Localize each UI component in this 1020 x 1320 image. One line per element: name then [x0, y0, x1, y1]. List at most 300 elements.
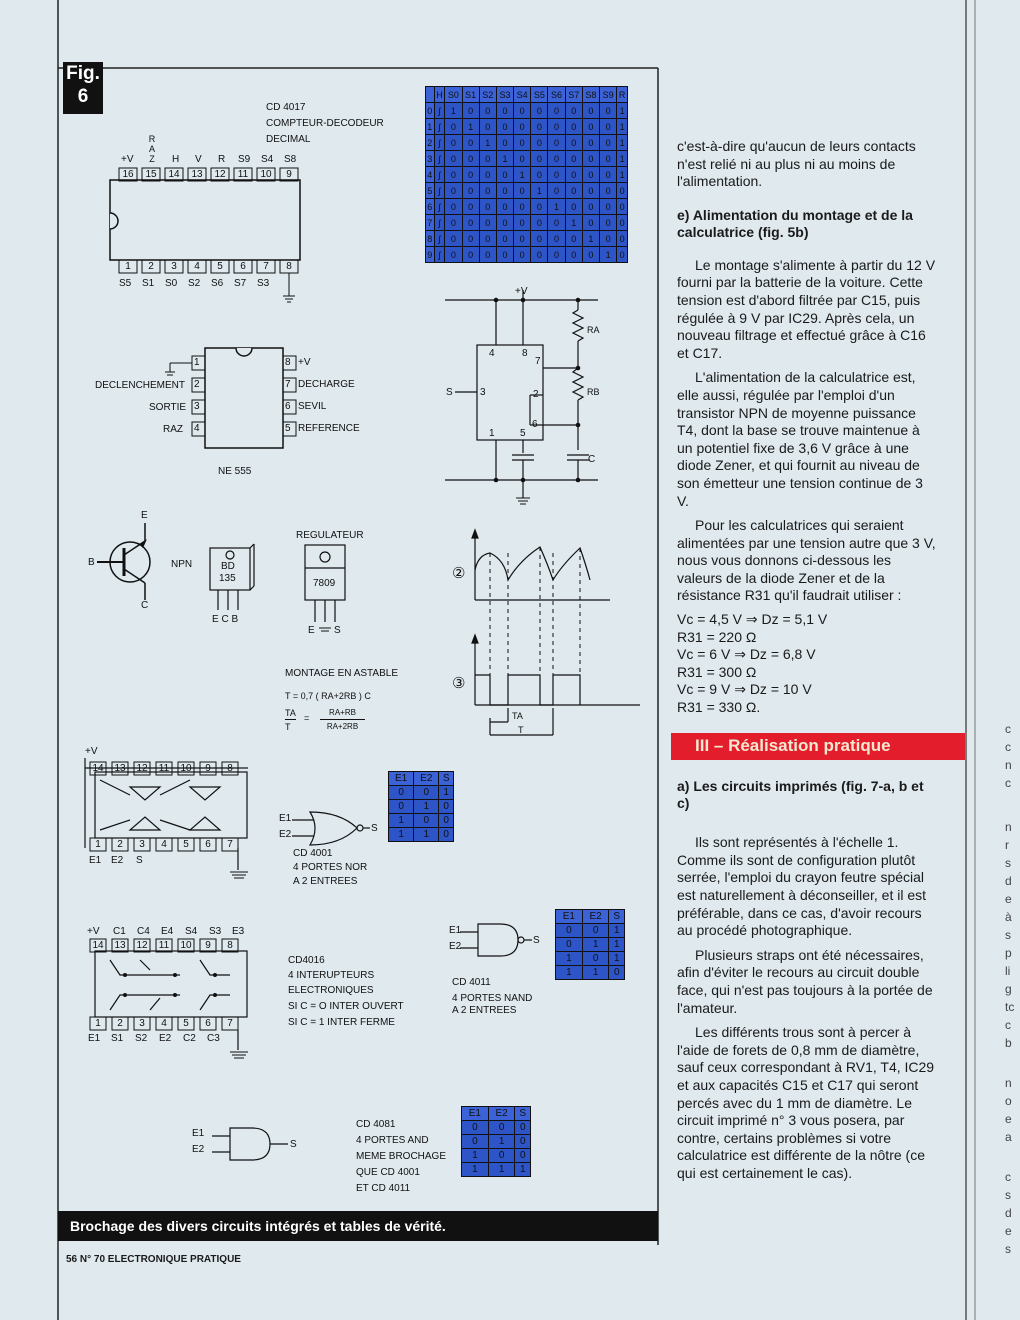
pin-number: 3	[194, 401, 200, 412]
table-cell: 0	[462, 135, 479, 151]
regulator-title: REGULATEUR	[296, 530, 364, 541]
table-cell: 0	[515, 1135, 531, 1149]
table-cell: ʃ	[434, 151, 445, 167]
table-cell: 0	[600, 119, 617, 135]
table-cell: 0	[531, 215, 548, 231]
table-header-row	[556, 910, 625, 924]
ne555-label-reference: REFERENCE	[298, 423, 360, 434]
pin-number: 6	[240, 261, 246, 272]
edge-fragment: o	[1005, 1094, 1012, 1108]
table-cell: 0	[462, 247, 479, 263]
nand-s: S	[533, 935, 540, 946]
table-cell: 0	[531, 199, 548, 215]
table-cell: 0	[565, 151, 582, 167]
pin-number: 6	[285, 401, 291, 412]
cd4017-title-1: CD 4017	[266, 102, 306, 113]
table-cell: ʃ	[434, 103, 445, 119]
formula-line: Vc = 4,5 V ⇒ Dz = 5,1 V	[677, 611, 828, 628]
and-gate-symbol	[0, 0, 400, 1180]
table-cell: 0	[496, 135, 513, 151]
table-cell: 1	[617, 103, 628, 119]
table-row	[462, 1135, 531, 1149]
pin-number: 12	[136, 763, 148, 774]
pin-number: 3	[171, 261, 177, 272]
table-cell: 1	[609, 924, 625, 938]
section-heading-realisation: III – Réalisation pratique	[671, 733, 965, 761]
cd4016-desc-3: ELECTRONIQUES	[288, 985, 374, 996]
paragraph: L'alimentation de la calculatrice est, elle aussi, régulée par l'emploi d'un transistor NPN de moyenne puissance T4, dont la base se trouve maintenue à un potentiel fixe de 3,6 V grâce à une diode Zener, et qui fournit au niveau de son émetteur une tension continue de 3 V.	[677, 369, 923, 509]
cd4001-label-e1: E1	[89, 855, 102, 866]
table-cell: 0	[548, 119, 565, 135]
table-cell: 0	[548, 247, 565, 263]
cd4011-desc-1: CD 4011	[452, 977, 491, 988]
table-cell: 0	[609, 966, 625, 980]
bd135-pins: E C B	[212, 614, 239, 625]
table-cell: 0	[582, 103, 599, 119]
table-cell: 0	[514, 119, 531, 135]
table-cell: 0	[582, 215, 599, 231]
pin-number: 10	[180, 940, 192, 951]
table-cell: 0	[531, 151, 548, 167]
formula-line: R31 = 300 Ω	[677, 663, 757, 680]
pin-number: 1	[95, 839, 101, 850]
article-column	[677, 138, 937, 1183]
cd4016-label: S2	[135, 1033, 148, 1044]
pin-number: 14	[92, 940, 104, 951]
astable-formula-ta: TA	[285, 708, 296, 718]
pin-number: 10	[260, 169, 272, 180]
figure-badge-number: 6	[77, 86, 89, 107]
table-cell: 0	[445, 119, 462, 135]
table-cell: 0	[548, 231, 565, 247]
table-cell: 0	[479, 231, 496, 247]
ne555-label-raz: RAZ	[163, 424, 183, 435]
cd4001-vplus: +V	[85, 746, 98, 757]
cd4011-desc-3: A 2 ENTREES	[452, 1005, 517, 1016]
table-cell: 0	[514, 183, 531, 199]
table-cell: 0	[617, 231, 628, 247]
cd4016-desc-2: 4 INTERUPTEURS	[288, 970, 375, 981]
pin-number: 4	[489, 348, 495, 359]
table-cell: 0	[462, 1121, 489, 1135]
table-cell: ʃ	[434, 199, 445, 215]
table-cell: 6	[426, 199, 435, 215]
table-cell: 0	[531, 247, 548, 263]
table-cell: 0	[548, 215, 565, 231]
table-row	[462, 1121, 531, 1135]
pin-number: 2	[194, 379, 200, 390]
cd4016-label: +V	[87, 926, 100, 937]
table-cell: 1	[488, 1163, 515, 1177]
cd4081-desc-3: MEME BROCHAGE	[356, 1151, 447, 1162]
table-cell: 0	[565, 167, 582, 183]
table-cell: 1	[609, 938, 625, 952]
cd4017-label-s4: S4	[261, 154, 274, 165]
cd4001-label-e2: E2	[111, 855, 124, 866]
table-cell: 1	[556, 966, 583, 980]
table-cell: 0	[531, 167, 548, 183]
table-cell: 0	[462, 103, 479, 119]
pin-number: 9	[286, 169, 292, 180]
table-cell: 1	[582, 231, 599, 247]
edge-fragment: e	[1005, 1224, 1012, 1238]
pin-number: 8	[285, 357, 291, 368]
table-cell: 0	[582, 952, 609, 966]
table-cell: 0	[531, 231, 548, 247]
table-cell: 0	[582, 199, 599, 215]
table-header-cell: S	[515, 1107, 531, 1121]
cd4017-label-s7: S7	[234, 278, 247, 289]
table-header-cell: S1	[462, 87, 479, 103]
table-cell: ʃ	[434, 135, 445, 151]
astable-formula-num: RA+RB	[320, 707, 365, 720]
table-cell: 4	[426, 167, 435, 183]
pin-number: 12	[136, 940, 148, 951]
ne555-label-vplus: +V	[298, 357, 311, 368]
heading-alimentation: e) Alimentation du montage et de la calculatrice (fig. 5b)	[677, 206, 913, 240]
nand-e2: E2	[449, 941, 462, 952]
astable-formula-t: T	[285, 722, 291, 732]
table-cell: 0	[514, 199, 531, 215]
table-header-cell: S7	[565, 87, 582, 103]
table-cell: 1	[600, 247, 617, 263]
edge-fragment: g	[1005, 982, 1012, 996]
table-cell: 0	[548, 183, 565, 199]
npn-label: NPN	[171, 559, 193, 570]
table-cell: 0	[548, 103, 565, 119]
edge-fragment: tc	[1005, 1000, 1015, 1014]
pin-number: 7	[227, 839, 233, 850]
table-cell: 0	[496, 247, 513, 263]
figure-badge-label: Fig.	[66, 63, 100, 84]
table-cell: 0	[531, 119, 548, 135]
table-cell: 0	[462, 151, 479, 167]
table-cell: 0	[582, 151, 599, 167]
pin-number: 1	[194, 357, 200, 368]
table-cell: 0	[445, 215, 462, 231]
table-cell: 0	[514, 231, 531, 247]
table-cell: 0	[462, 183, 479, 199]
table-cell: 0	[548, 151, 565, 167]
table-cell: 1	[488, 1135, 515, 1149]
nor-s: S	[371, 823, 378, 834]
edge-fragment: c	[1005, 1170, 1011, 1184]
table-cell: 1	[445, 103, 462, 119]
cd4017-label-s8: S8	[284, 154, 297, 165]
table-cell: 7	[426, 215, 435, 231]
table-row	[462, 1149, 531, 1163]
table-cell: 0	[462, 215, 479, 231]
table-cell: 0	[462, 199, 479, 215]
table-header-cell: S2	[479, 87, 496, 103]
table-cell: ʃ	[434, 215, 445, 231]
pin-number: 4	[161, 839, 167, 850]
table-cell: 1	[389, 828, 414, 842]
table-cell: 1	[462, 119, 479, 135]
table-cell: 0	[445, 199, 462, 215]
cd4081-desc-1: CD 4081	[356, 1119, 396, 1130]
table-cell: 0	[479, 151, 496, 167]
table-cell: 0	[600, 135, 617, 151]
table-cell: ʃ	[434, 247, 445, 263]
table-cell: 0	[479, 167, 496, 183]
heading-circuits-imprimes: a) Les circuits imprimés (fig. 7-a, b et c)	[677, 778, 924, 812]
table-header-cell: S9	[600, 87, 617, 103]
edge-fragment: n	[1005, 820, 1012, 834]
table-header-cell: S	[439, 772, 454, 786]
cd4016-label: C1	[113, 926, 126, 937]
table-cell: 0	[600, 167, 617, 183]
pin-number: 15	[145, 169, 157, 180]
pin-number: 14	[168, 169, 180, 180]
table-cell: 0	[496, 215, 513, 231]
table-cell: ʃ	[434, 119, 445, 135]
edge-fragment: s	[1005, 1188, 1011, 1202]
table-cell: 0	[565, 199, 582, 215]
edge-fragment: s	[1005, 856, 1011, 870]
table-cell: 0	[582, 135, 599, 151]
cd4017-label-r: R	[218, 154, 226, 165]
figure-caption: Brochage des divers circuits intégrés et tables de vérité.	[58, 1211, 658, 1241]
pin-number: 11	[237, 169, 249, 180]
npn-e: E	[141, 510, 148, 521]
table-cell: 0	[515, 1121, 531, 1135]
table-cell: 0	[565, 119, 582, 135]
table-cell: 0	[496, 119, 513, 135]
table-cell: 0	[496, 231, 513, 247]
pin-number: 14	[92, 763, 104, 774]
table-cell: 0	[445, 231, 462, 247]
wave-t: T	[518, 725, 524, 735]
table-cell: 1	[582, 938, 609, 952]
cd4016-label: C4	[137, 926, 150, 937]
cd4017-label-s6: S6	[211, 278, 224, 289]
pin-number: 8	[227, 940, 233, 951]
table-cell: 0	[496, 199, 513, 215]
pin-number: 7	[285, 379, 291, 390]
pin-number: 1	[125, 261, 131, 272]
edge-fragment: b	[1005, 1036, 1012, 1050]
pin-number: 6	[205, 839, 211, 850]
table-cell: 0	[548, 135, 565, 151]
cd4017-label-v: V	[195, 154, 202, 165]
formula-line: R31 = 220 Ω	[677, 628, 757, 645]
table-cell: 0	[600, 151, 617, 167]
table-cell: 0	[556, 938, 583, 952]
table-cell: 0	[565, 247, 582, 263]
astable-vplus: +V	[515, 286, 528, 297]
table-cell: 0	[515, 1149, 531, 1163]
paragraph: Le montage s'alimente à partir du 12 V fourni par la batterie de la voiture. Cette tension est d'abord filtrée par C15, puis régulée à 9 V par IC29. Après cela, un nouveau filtrage et effectué grâce à C16 et C17.	[677, 256, 936, 361]
cd4017-label-s2: S2	[188, 278, 201, 289]
table-cell: 1	[514, 167, 531, 183]
npn-b: B	[88, 557, 95, 568]
table-cell: 1	[617, 151, 628, 167]
table-cell: ʃ	[434, 167, 445, 183]
table-cell: 0	[389, 800, 414, 814]
table-cell: 0	[600, 231, 617, 247]
pin-number: 3	[480, 387, 486, 398]
wave-label-3: ③	[452, 675, 466, 692]
table-cell: 0	[439, 814, 454, 828]
table-cell: 0	[496, 167, 513, 183]
and-e2: E2	[192, 1144, 205, 1155]
table-cell: 8	[426, 231, 435, 247]
table-cell: 0	[600, 215, 617, 231]
table-cell: ʃ	[434, 231, 445, 247]
table-cell: 0	[531, 103, 548, 119]
pin-number: 4	[161, 1018, 167, 1029]
table-header-cell: S5	[531, 87, 548, 103]
pin-number: 2	[533, 389, 539, 400]
edge-fragment: c	[1005, 722, 1011, 736]
pin-number: 2	[148, 261, 154, 272]
edge-fragment: n	[1005, 758, 1012, 772]
pin-number: 4	[194, 423, 200, 434]
pin-number: 13	[114, 940, 126, 951]
pin-number: 1	[489, 428, 495, 439]
table-cell: 1	[515, 1163, 531, 1177]
bd135-label-1: BD	[221, 561, 235, 572]
pin-number: 5	[183, 1018, 189, 1029]
cd4016-desc-4: SI C = O INTER OUVERT	[288, 1001, 404, 1012]
cd4081-desc-2: 4 PORTES AND	[356, 1135, 429, 1146]
astable-formula-eq: =	[304, 713, 310, 723]
table-cell: 1	[426, 119, 435, 135]
ne555-label-declenchement: DECLENCHEMENT	[95, 380, 186, 391]
cd4001-desc-3: A 2 ENTREES	[293, 876, 358, 887]
regulator-part: 7809	[313, 578, 336, 589]
pin-number: 7	[263, 261, 269, 272]
regulator-e: E	[308, 625, 315, 636]
paragraph: c'est-à-dire qu'aucun de leurs contacts n'est relié ni au plus ni au moins de l'alimentation.	[677, 138, 916, 190]
edge-fragment: p	[1005, 946, 1012, 960]
cd4011-desc-2: 4 PORTES NAND	[452, 993, 533, 1004]
pin-number: 6	[532, 419, 538, 430]
cd4017-label-s9: S9	[238, 154, 251, 165]
table-cell: 0	[617, 199, 628, 215]
paragraph: Plusieurs straps ont été nécessaires, afin d'éviter le recours au circuit double face, qui n'est pas toujours à la portée de l'amateur.	[677, 946, 933, 1016]
cd4001-desc-2: 4 PORTES NOR	[293, 862, 368, 873]
table-cell: 1	[617, 135, 628, 151]
formula-line: R31 = 330 Ω.	[677, 699, 761, 716]
astable-rb: RB	[587, 387, 600, 397]
table-cell: 1	[609, 952, 625, 966]
table-cell: 0	[462, 1135, 489, 1149]
pin-number: 4	[194, 261, 200, 272]
cd4017-label-raz: R A Z	[148, 134, 156, 164]
table-cell: 1	[565, 215, 582, 231]
table-cell: 1	[617, 167, 628, 183]
table-header-cell: E1	[389, 772, 414, 786]
ne555-name: NE 555	[218, 466, 252, 477]
table-cell: 0	[445, 183, 462, 199]
table-cell: 0	[600, 103, 617, 119]
pin-number: 1	[95, 1018, 101, 1029]
pin-number: 7	[227, 1018, 233, 1029]
and-e1: E1	[192, 1128, 205, 1139]
pin-number: 5	[183, 839, 189, 850]
table-header-cell: S8	[582, 87, 599, 103]
cd4016-label: E4	[161, 926, 174, 937]
pin-number: 3	[139, 839, 145, 850]
ne555-label-decharge: DECHARGE	[298, 379, 355, 390]
edge-fragment: d	[1005, 1206, 1012, 1220]
table-header-cell: S4	[514, 87, 531, 103]
table-cell: 0	[414, 814, 439, 828]
cd4017-title-2: COMPTEUR-DECODEUR	[266, 118, 384, 129]
table-cell: 0	[582, 119, 599, 135]
edge-fragment: à	[1005, 910, 1012, 924]
table-cell: 0	[479, 119, 496, 135]
table-cell: 0	[426, 103, 435, 119]
zener-values	[677, 611, 937, 717]
formula-line: Vc = 6 V ⇒ Dz = 6,8 V	[677, 646, 816, 663]
pin-number: 13	[114, 763, 126, 774]
edge-fragment: li	[1005, 964, 1011, 978]
table-header-cell: E2	[488, 1107, 515, 1121]
table-cell: 0	[445, 135, 462, 151]
cd4001-desc-1: CD 4001	[293, 848, 333, 859]
table-header-row	[462, 1107, 531, 1121]
table-row	[556, 924, 625, 938]
table-header-cell: E2	[582, 910, 609, 924]
edge-fragment: e	[1005, 892, 1012, 906]
table-cell: 0	[565, 135, 582, 151]
pin-number: 2	[117, 1018, 123, 1029]
table-cell: 0	[582, 167, 599, 183]
edge-fragment: n	[1005, 1076, 1012, 1090]
cd4016-label: E3	[232, 926, 245, 937]
page-footer: 56 N° 70 ELECTRONIQUE PRATIQUE	[66, 1254, 241, 1265]
table-header-cell: S0	[445, 87, 462, 103]
cd4017-title-3: DECIMAL	[266, 134, 311, 145]
cd4081-desc-4: QUE CD 4001	[356, 1167, 420, 1178]
table-cell: 0	[565, 231, 582, 247]
pin-number: 16	[122, 169, 134, 180]
table-cell: 9	[426, 247, 435, 263]
table-cell: 0	[445, 247, 462, 263]
edge-fragment: c	[1005, 1018, 1011, 1032]
table-cell: 1	[617, 119, 628, 135]
edge-fragment: e	[1005, 1112, 1012, 1126]
bd135-label-2: 135	[219, 573, 236, 584]
npn-c: C	[141, 600, 149, 611]
table-cell: 0	[514, 135, 531, 151]
table-cell: 0	[479, 247, 496, 263]
table-cell: 0	[531, 135, 548, 151]
table-cell: 0	[496, 103, 513, 119]
and-s: S	[290, 1139, 297, 1150]
table-cell: 0	[439, 828, 454, 842]
nor-e1: E1	[279, 813, 292, 824]
edge-fragment: d	[1005, 874, 1012, 888]
table-cell: 0	[462, 231, 479, 247]
table-header-cell: H	[434, 87, 445, 103]
table-cell: 5	[426, 183, 435, 199]
table-cell: 1	[439, 786, 454, 800]
wave-label-2: ②	[452, 565, 466, 582]
pin-number: 11	[158, 940, 170, 951]
table-cell: 1	[556, 952, 583, 966]
cd4017-label-s1: S1	[142, 278, 155, 289]
table-cell: 0	[565, 183, 582, 199]
pin-number: 2	[117, 839, 123, 850]
table-header-cell: S	[609, 910, 625, 924]
pin-number: 12	[214, 169, 226, 180]
edge-fragment: s	[1005, 1242, 1011, 1256]
table-header-cell: E2	[414, 772, 439, 786]
